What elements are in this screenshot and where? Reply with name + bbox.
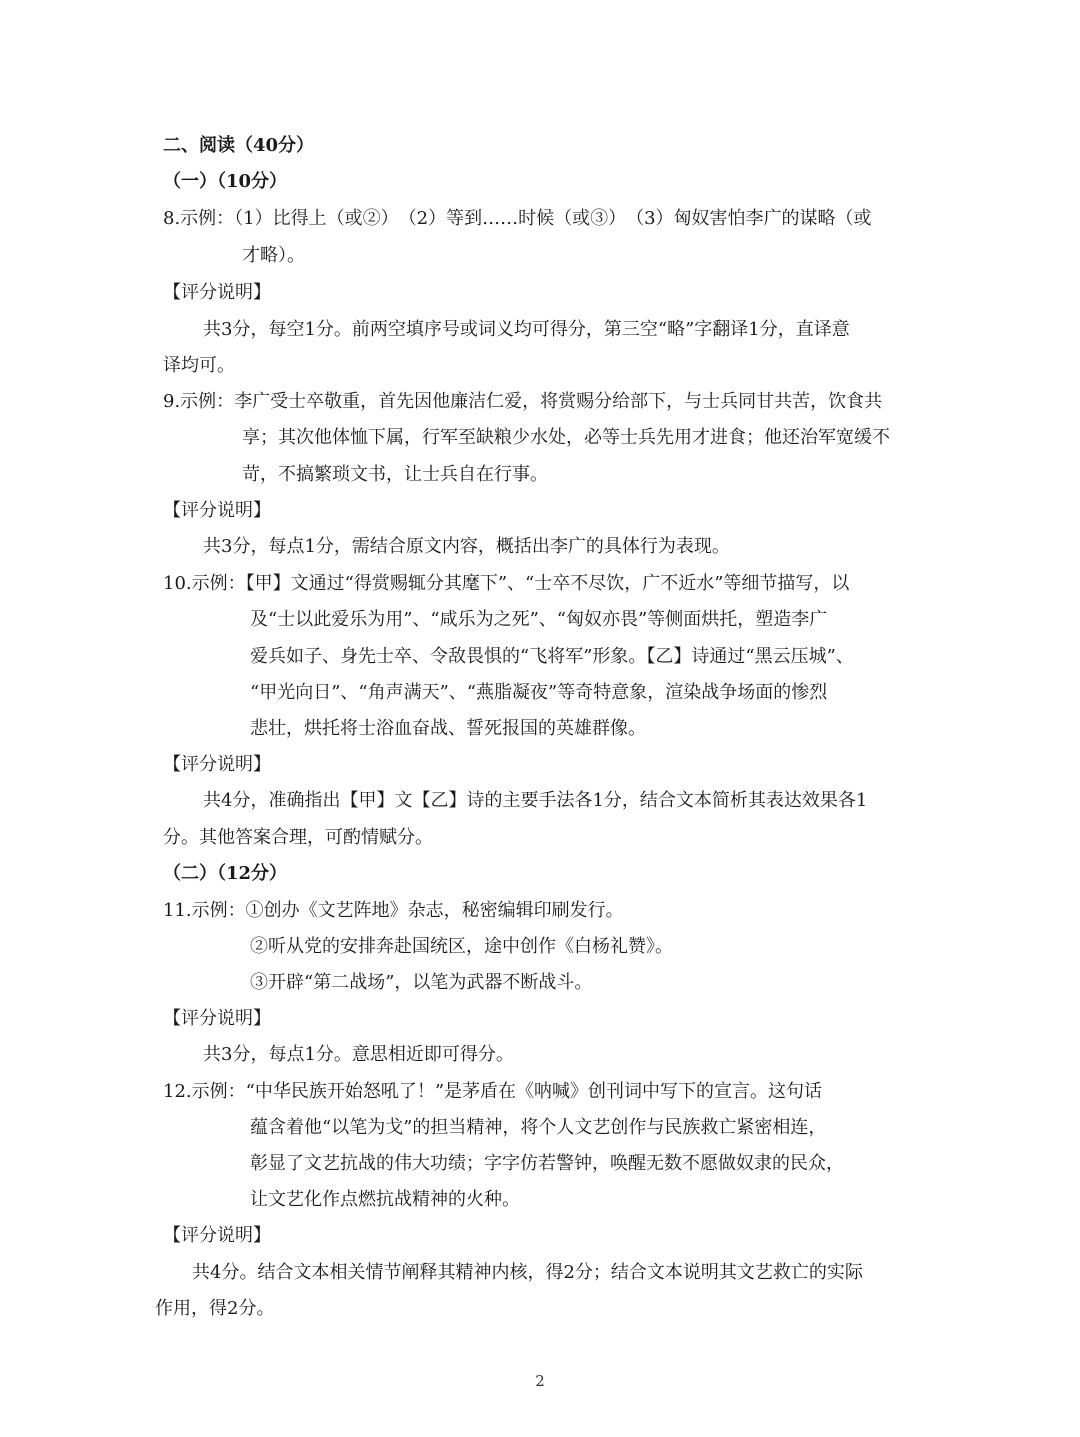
section-heading: 二、阅读（40分） xyxy=(163,135,315,156)
q11-answer-line1: 11.示例：①创办《文艺阵地》杂志，秘密编辑印刷发行。 xyxy=(163,900,624,921)
q12-answer-line2: 蕴含着他“以笔为戈”的担当精神，将个人文艺创作与民族救亡紧密相连， xyxy=(250,1117,827,1138)
q11-answer-line3: ③开辟“第二战场”，以笔为武器不断战斗。 xyxy=(250,972,593,993)
q12-scoring-label: 【评分说明】 xyxy=(163,1225,271,1246)
q8-answer-line2: 才略）。 xyxy=(242,245,305,266)
q11-scoring-line1: 共3分，每点1分。意思相近即可得分。 xyxy=(203,1044,514,1065)
q8-answer-line1: 8.示例：（1）比得上（或②） （2）等到……时候（或③） （3）匈奴害怕李广的谋略（或 xyxy=(163,208,872,229)
q10-answer-line4: “甲光向日”、“角声满天”、“燕脂凝夜”等奇特意象，渲染战争场面的惨烈 xyxy=(250,682,828,703)
q10-scoring-label: 【评分说明】 xyxy=(163,754,271,775)
q12-scoring-line2: 作用，得2分。 xyxy=(155,1298,275,1319)
q12-scoring-line1: 共4分。结合文本相关情节阐释其精神内核，得2分；结合文本说明其文艺救亡的实际 xyxy=(192,1262,863,1283)
q10-answer-line5: 悲壮，烘托将士浴血奋战、誓死报国的英雄群像。 xyxy=(250,718,646,739)
q8-scoring-line1: 共3分，每空1分。前两空填序号或词义均可得分，第三空“略”字翻译1分，直译意 xyxy=(203,319,850,340)
q9-answer-line1: 9.示例：李广受士卒敬重，首先因他廉洁仁爱，将赏赐分给部下，与士兵同甘共苦，饮食共 xyxy=(163,391,883,412)
part1-heading: （一）（10分） xyxy=(163,171,288,192)
q11-answer-line2: ②听从党的安排奔赴国统区，途中创作《白杨礼赞》。 xyxy=(250,936,673,957)
q12-answer-line3: 彰显了文艺抗战的伟大功绩；字字仿若警钟，唤醒无数不愿做奴隶的民众， xyxy=(250,1153,844,1174)
q9-answer-line3: 苛，不搞繁琐文书，让士兵自在行事。 xyxy=(242,464,548,485)
q10-answer-line1: 10.示例：【甲】文通过“得赏赐辄分其麾下”、“士卒不尽饮，广不近水”等细节描写，以 xyxy=(163,573,850,594)
q9-scoring-line1: 共3分，每点1分，需结合原文内容，概括出李广的具体行为表现。 xyxy=(203,536,730,557)
part2-heading: （二）（12分） xyxy=(163,863,288,884)
q10-answer-line3: 爱兵如子、身先士卒、令敌畏惧的“飞将军”形象。【乙】诗通过“黑云压城”、 xyxy=(250,646,854,667)
q12-answer-line1: 12.示例：“中华民族开始怒吼了！”是茅盾在《呐喊》创刊词中写下的宣言。这句话 xyxy=(163,1081,823,1102)
q10-scoring-line2: 分。其他答案合理，可酌情赋分。 xyxy=(163,827,433,848)
q12-answer-line4: 让文艺化作点燃抗战精神的火种。 xyxy=(250,1189,520,1210)
q11-scoring-label: 【评分说明】 xyxy=(163,1008,271,1029)
q8-scoring-line2: 译均可。 xyxy=(163,355,235,376)
page-number: 2 xyxy=(535,1372,545,1390)
q10-answer-line2: 及“士以此爱乐为用”、“咸乐为之死”、“匈奴亦畏”等侧面烘托，塑造李广 xyxy=(250,609,828,630)
q10-scoring-line1: 共4分，准确指出【甲】文【乙】诗的主要手法各1分，结合文本简析其表达效果各1 xyxy=(203,790,868,811)
q9-answer-line2: 享；其次他体恤下属，行军至缺粮少水处，必等士兵先用才进食；他还治军宽缓不 xyxy=(242,427,890,448)
q9-scoring-label: 【评分说明】 xyxy=(163,500,271,521)
q8-scoring-label: 【评分说明】 xyxy=(163,282,271,303)
